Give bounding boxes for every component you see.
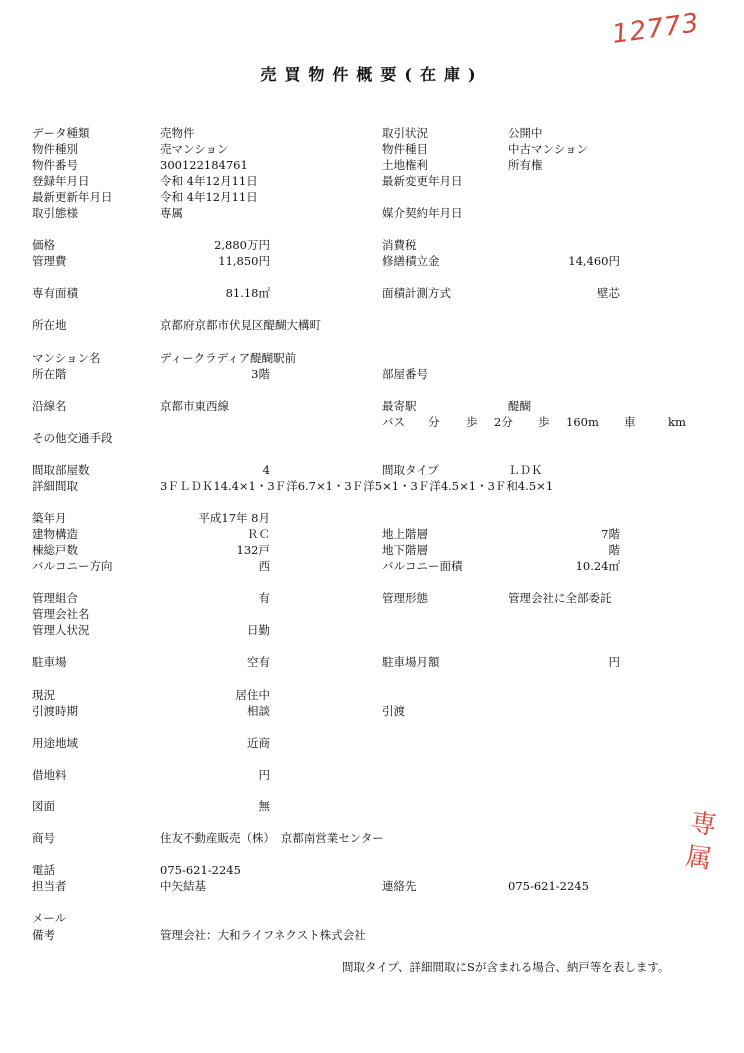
value-balcony-area: 10.24㎡ bbox=[575, 559, 620, 573]
value-walk2: 歩 bbox=[538, 415, 550, 429]
value-layout-type: ＬＤＫ bbox=[508, 463, 543, 477]
label-line: 沿線名 bbox=[32, 399, 67, 413]
value-car: 車 bbox=[624, 415, 636, 429]
value-drawing: 無 bbox=[258, 799, 270, 813]
value-km: km bbox=[668, 415, 686, 429]
label-mgmt-company: 管理会社名 bbox=[32, 607, 90, 621]
value-bus-min: 分 bbox=[428, 415, 440, 429]
value-address: 京都府京都市伏見区醍醐大構町 bbox=[160, 318, 321, 332]
label-built: 築年月 bbox=[32, 511, 67, 525]
value-area-method: 壁芯 bbox=[597, 286, 620, 300]
label-notes: 備考 bbox=[32, 928, 55, 942]
value-contact: 075-621-2245 bbox=[508, 879, 589, 893]
label-property-item: 物件種目 bbox=[382, 142, 428, 156]
value-parking: 空有 bbox=[247, 655, 270, 669]
label-station: 最寄駅 bbox=[382, 399, 417, 413]
label-drawing: 図面 bbox=[32, 799, 55, 813]
value-company: 住友不動産販売（株） 京都南営業センター bbox=[160, 831, 384, 845]
label-address: 所在地 bbox=[32, 318, 67, 332]
label-latest-change: 最新変更年月日 bbox=[382, 174, 463, 188]
label-mail: メール bbox=[32, 911, 67, 925]
value-balcony-dir: 西 bbox=[258, 559, 270, 573]
label-staff: 担当者 bbox=[32, 879, 67, 893]
value-walk-min: 2分 bbox=[494, 415, 513, 429]
label-consumption-tax: 消費税 bbox=[382, 238, 417, 252]
label-current: 現況 bbox=[32, 688, 55, 702]
label-property-type: 物件種別 bbox=[32, 142, 78, 156]
handwritten-mark: 専属 bbox=[683, 808, 719, 876]
label-contact: 連絡先 bbox=[382, 879, 417, 893]
label-property-no: 物件番号 bbox=[32, 158, 78, 172]
value-price: 2,880万円 bbox=[214, 238, 270, 252]
value-parking-fee: 円 bbox=[608, 655, 620, 669]
label-land-right: 土地権利 bbox=[382, 158, 428, 172]
label-mgmt-form: 管理形態 bbox=[382, 591, 428, 605]
value-reg-date: 令和 4年12月11日 bbox=[160, 174, 258, 188]
label-layout-type: 間取タイプ bbox=[382, 463, 439, 477]
page-title: 売買物件概要(在庫) bbox=[260, 65, 484, 84]
label-brokerage-date: 媒介契約年月日 bbox=[382, 206, 463, 220]
label-room-no: 部屋番号 bbox=[382, 367, 428, 381]
label-lease-fee: 借地料 bbox=[32, 768, 67, 782]
footnote: 間取タイプ、詳細間取にSが含まれる場合、納戸等を表します。 bbox=[342, 960, 670, 974]
value-distance: 160m bbox=[566, 415, 599, 429]
label-phone: 電話 bbox=[32, 863, 55, 877]
label-above-floors: 地上階層 bbox=[382, 527, 428, 541]
value-station: 醍醐 bbox=[508, 399, 531, 413]
value-trade-status: 公開中 bbox=[508, 126, 543, 140]
label-reg-date: 登録年月日 bbox=[32, 174, 90, 188]
value-property-type: 売マンション bbox=[160, 142, 229, 156]
label-company: 商号 bbox=[32, 831, 55, 845]
value-property-no: 300122184761 bbox=[160, 158, 248, 172]
label-trade-status: 取引状況 bbox=[382, 126, 428, 140]
value-floor: 3階 bbox=[251, 367, 270, 381]
label-mgmt-fee: 管理費 bbox=[32, 254, 67, 268]
value-above-floors: 7階 bbox=[601, 527, 620, 541]
label-manager-status: 管理人状況 bbox=[32, 623, 90, 637]
value-phone: 075-621-2245 bbox=[160, 863, 241, 877]
value-line: 京都市東西線 bbox=[160, 399, 229, 413]
label-parking-fee: 駐車場月額 bbox=[382, 655, 440, 669]
value-property-item: 中古マンション bbox=[508, 142, 588, 156]
value-below-floors: 階 bbox=[608, 543, 620, 557]
value-mgmt-fee: 11,850円 bbox=[218, 254, 270, 268]
label-parking: 駐車場 bbox=[32, 655, 67, 669]
value-manager-status: 日勤 bbox=[247, 623, 270, 637]
label-data-type: データ種類 bbox=[32, 126, 90, 140]
value-handover-time: 相談 bbox=[247, 704, 270, 718]
value-repair-fund: 14,460円 bbox=[568, 254, 620, 268]
label-repair-fund: 修繕積立金 bbox=[382, 254, 440, 268]
label-area: 専有面積 bbox=[32, 286, 78, 300]
value-bus: バス bbox=[382, 415, 405, 429]
value-mansion-name: ディークラディア醍醐駅前 bbox=[160, 351, 297, 365]
value-lease-fee: 円 bbox=[258, 768, 270, 782]
value-staff: 中矢結基 bbox=[160, 879, 206, 893]
value-current: 居住中 bbox=[235, 688, 270, 702]
value-mgmt-union: 有 bbox=[258, 591, 270, 605]
label-floor: 所在階 bbox=[32, 367, 67, 381]
value-layout-detail: 3ＦＬＤＫ14.4×1・3Ｆ洋6.7×1・3Ｆ洋5×1・3Ｆ洋4.5×1・3Ｆ和4.5×1 bbox=[160, 479, 554, 493]
label-total-units: 棟総戸数 bbox=[32, 543, 78, 557]
handwritten-number: 12773 bbox=[610, 8, 702, 50]
value-walk1: 歩 bbox=[466, 415, 478, 429]
label-mansion-name: マンション名 bbox=[32, 351, 101, 365]
label-zoning: 用途地域 bbox=[32, 736, 78, 750]
value-structure: ＲＣ bbox=[247, 527, 270, 541]
value-area: 81.18㎡ bbox=[225, 286, 270, 300]
value-data-type: 売物件 bbox=[160, 126, 195, 140]
label-area-method: 面積計測方式 bbox=[382, 286, 451, 300]
label-handover: 引渡 bbox=[382, 704, 405, 718]
label-transaction: 取引態様 bbox=[32, 206, 78, 220]
value-land-right: 所有権 bbox=[508, 158, 543, 172]
label-balcony-dir: バルコニー方向 bbox=[32, 559, 113, 573]
label-structure: 建物構造 bbox=[32, 527, 78, 541]
value-transaction: 専属 bbox=[160, 206, 183, 220]
label-layout-detail: 詳細間取 bbox=[32, 479, 78, 493]
value-mgmt-form: 管理会社に全部委託 bbox=[508, 591, 612, 605]
label-latest-update: 最新更新年月日 bbox=[32, 190, 113, 204]
value-latest-update: 令和 4年12月11日 bbox=[160, 190, 258, 204]
label-rooms: 間取部屋数 bbox=[32, 463, 90, 477]
label-mgmt-union: 管理組合 bbox=[32, 591, 78, 605]
value-rooms: 4 bbox=[262, 463, 270, 477]
label-balcony-area: バルコニー面積 bbox=[382, 559, 463, 573]
label-handover-time: 引渡時期 bbox=[32, 704, 78, 718]
label-other-transport: その他交通手段 bbox=[32, 431, 113, 445]
label-below-floors: 地下階層 bbox=[382, 543, 428, 557]
value-total-units: 132戸 bbox=[236, 543, 270, 557]
value-zoning: 近商 bbox=[247, 736, 270, 750]
value-notes: 管理会社：大和ライフネクスト株式会社 bbox=[160, 928, 366, 942]
value-built: 平成17年 8月 bbox=[198, 511, 270, 525]
label-price: 価格 bbox=[32, 238, 55, 252]
